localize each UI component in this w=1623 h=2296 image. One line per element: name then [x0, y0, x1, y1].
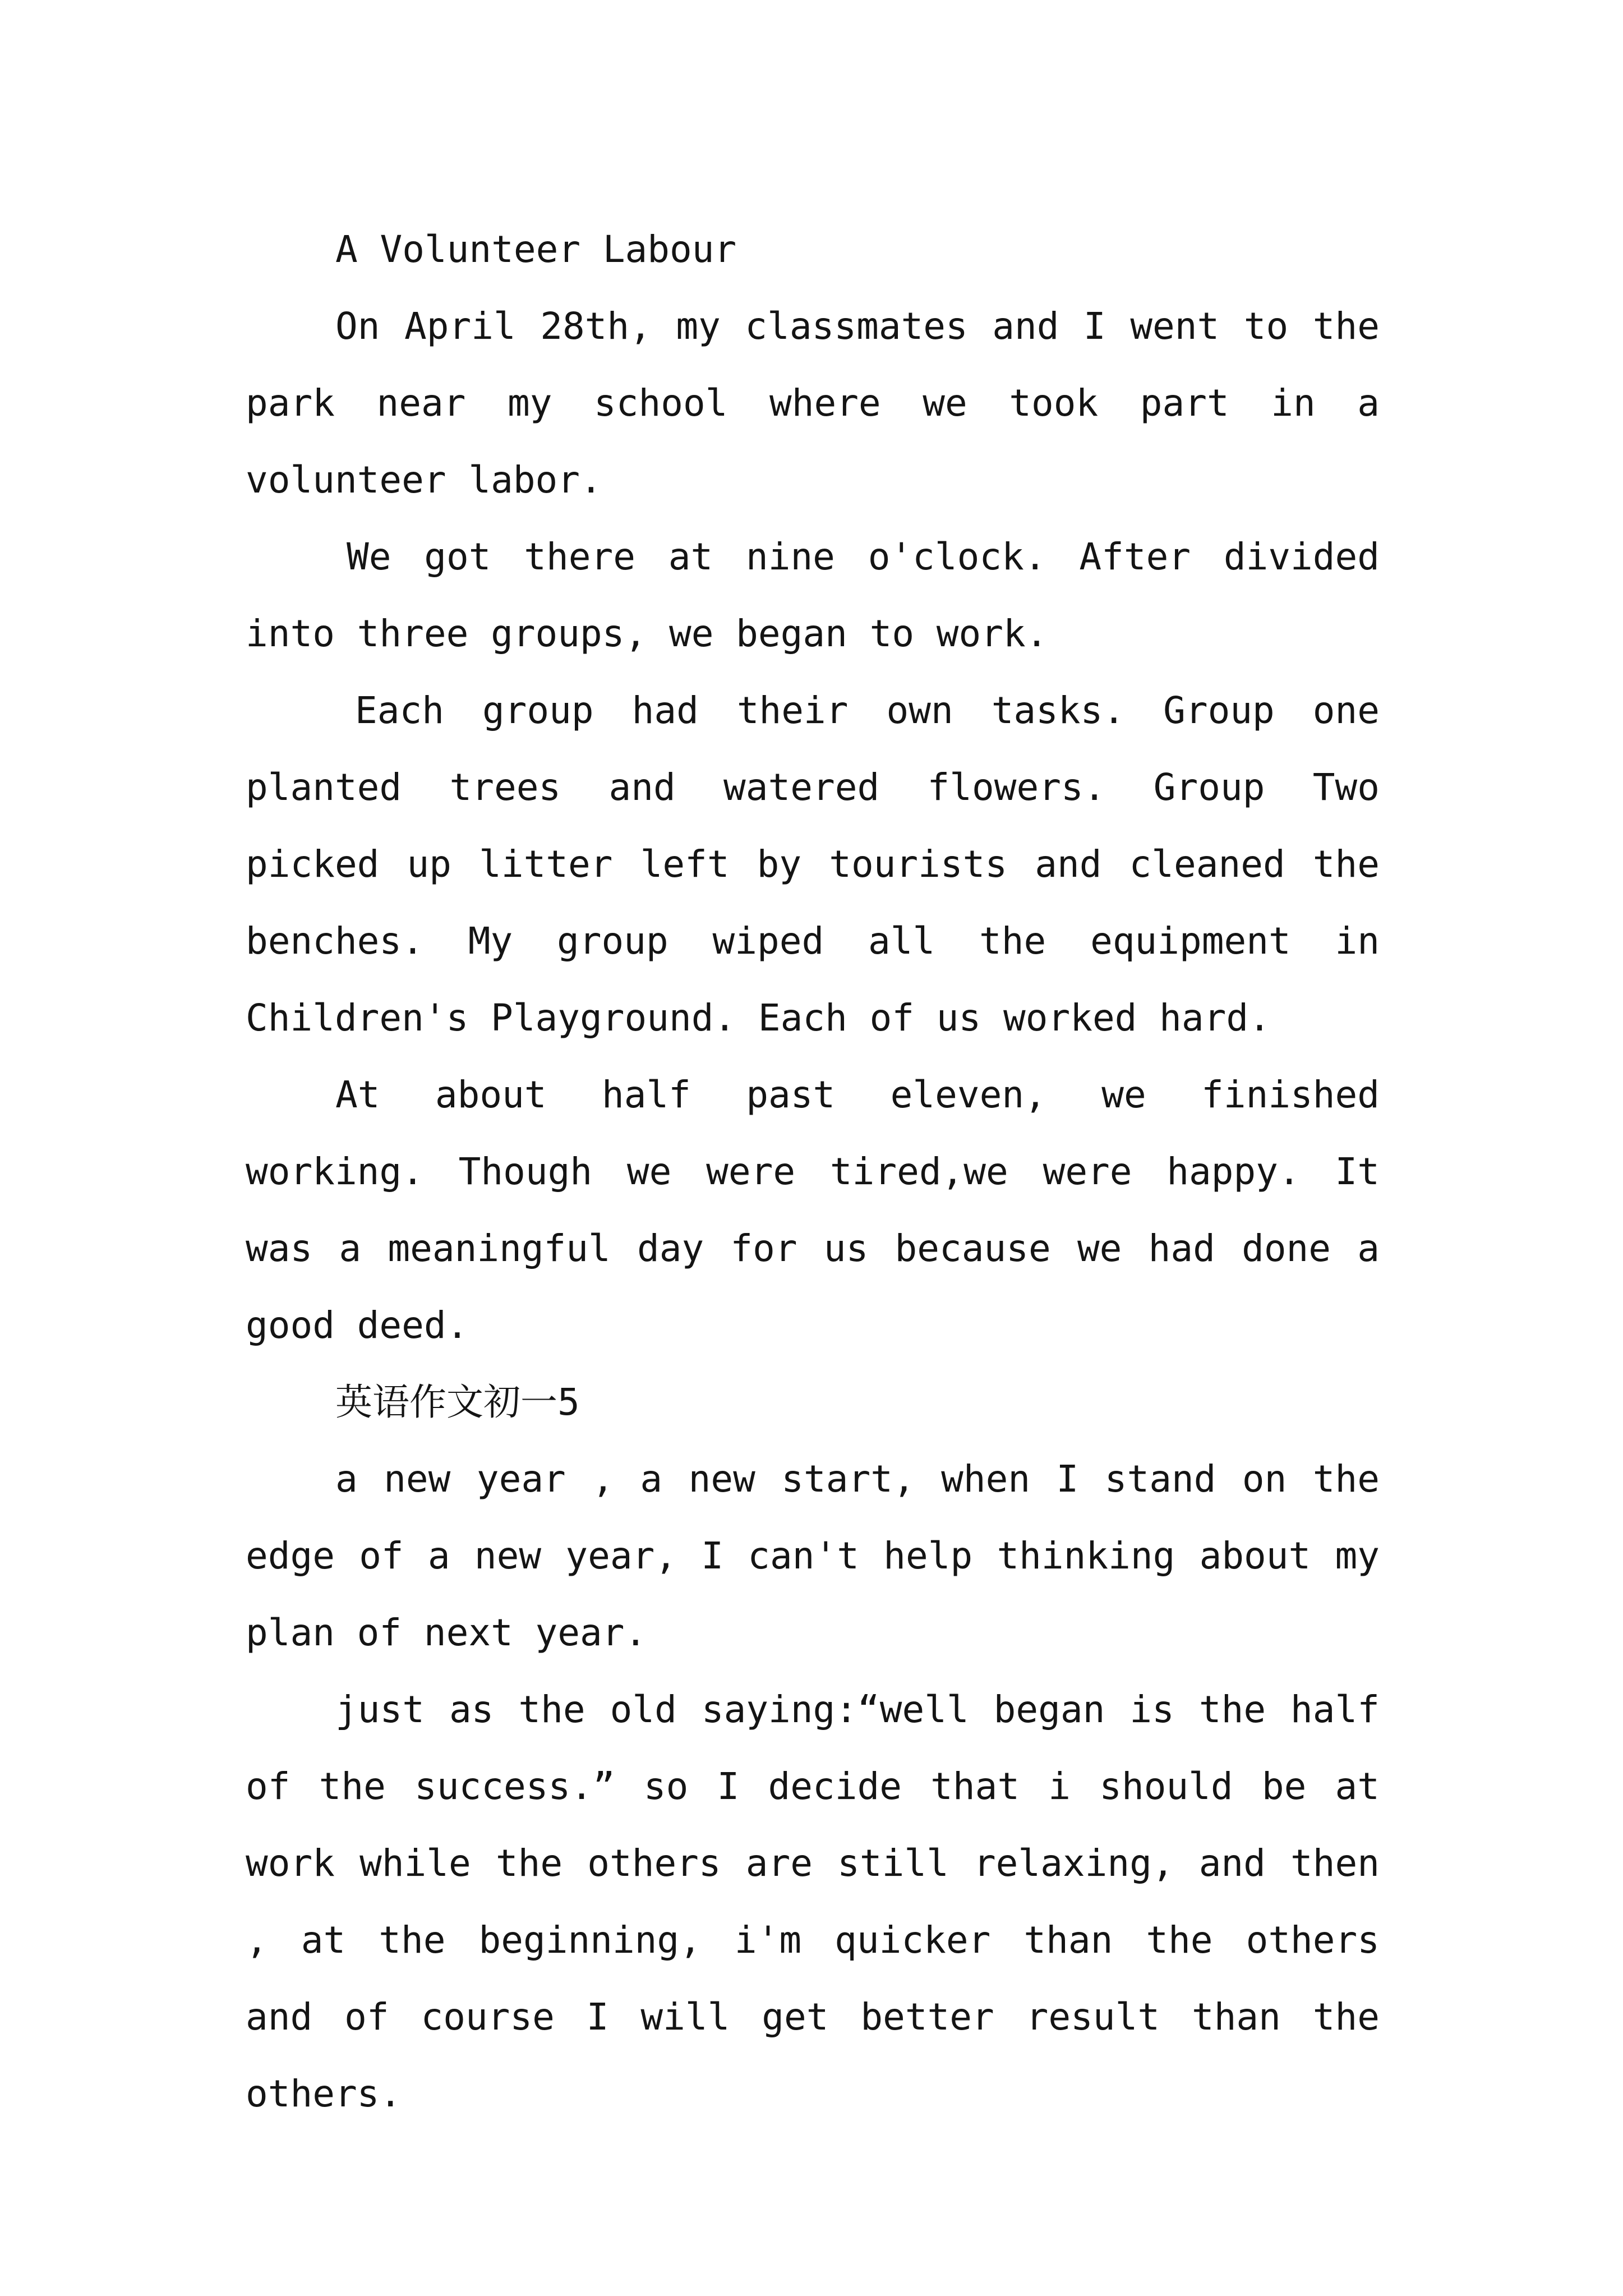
essay2-paragraph-1: a new year , a new start, when I stand on the edge of a new year, I can't help thinking about my plan of next year.	[246, 1457, 1380, 1654]
document-body	[246, 211, 1380, 2132]
section-heading: 英语作文初一5	[335, 1381, 580, 1424]
essay1-paragraph-4: At about half past eleven, we finished working. Though we were tired,we were happy. It was a meaningful day for us because we had done a good deed.	[246, 1073, 1380, 1347]
essay1-paragraph-1: On April 28th, my classmates and I went to the park near my school where we took part in a volunteer labor.	[246, 305, 1380, 501]
essay1-paragraph-3: Each group had their own tasks. Group one planted trees and watered flowers. Group Two picked up litter left by tourists and cleaned the benches. My group wiped all the equipment in Children's Playground. Each of us worked hard.	[246, 689, 1380, 1039]
essay1-paragraph-2: We got there at nine o'clock. After divided into three groups, we began to work.	[246, 535, 1380, 655]
essay-title: A Volunteer Labour	[335, 228, 737, 271]
essay2-paragraph-2: just as the old saying:“well began is the half of the success.” so I decide that i should be at work while the others are still relaxing, and then , at the beginning, i'm quicker than the others and of course I will get better result than the others.	[246, 1688, 1380, 2115]
